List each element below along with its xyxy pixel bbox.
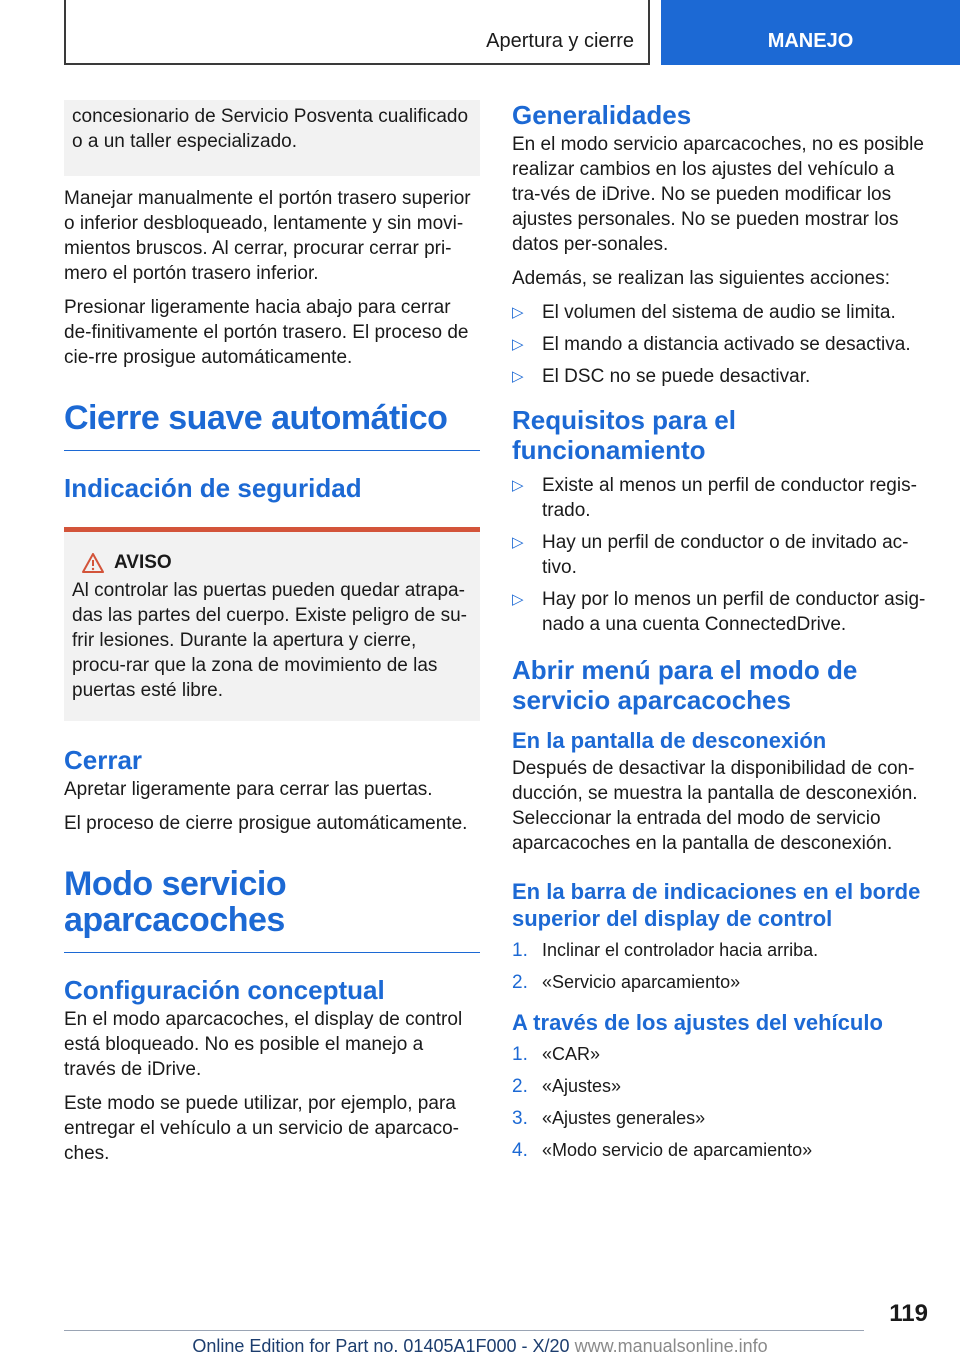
- list-item: 2. «Ajustes»: [512, 1076, 622, 1097]
- heading-safety: Indicación de seguridad: [64, 473, 362, 503]
- bullet-triangle-icon: ▷: [512, 368, 524, 385]
- warning-box: [64, 527, 480, 721]
- paragraph: Después de desactivar la disponibilidad de con-ducción, se muestra la pantalla de desconexión. Seleccionar la entrada del modo de servicio aparcacoches en la pantalla de desconexión.: [512, 758, 918, 854]
- list-item: 4. «Modo servicio de aparcamiento»: [512, 1140, 813, 1161]
- list-item: ▷ El DSC no se puede desactivar.: [512, 366, 811, 387]
- paragraph: El proceso de cierre prosigue automáticamente.: [64, 813, 468, 834]
- list-item: ▷ Hay un perfil de conductor o de invitado ac-tivo.: [512, 532, 909, 578]
- heading-close: Cerrar: [64, 745, 143, 775]
- heading-requirements: Requisitos para el funcionamiento: [512, 405, 736, 465]
- paragraph: Apretar ligeramente para cerrar las puertas.: [64, 779, 433, 800]
- paragraph: Este modo se puede utilizar, por ejemplo, para entregar el vehículo a un servicio de aparcaco-ches.: [64, 1093, 460, 1164]
- list-item: ▷ Existe al menos un perfil de conductor regis-trado.: [512, 475, 917, 521]
- list-item: 1. «CAR»: [512, 1044, 601, 1065]
- heading-shutdown-screen: En la pantalla de desconexión: [512, 728, 827, 753]
- section-title: Apertura y cierre: [486, 30, 634, 52]
- continued-box: [64, 100, 480, 176]
- page-number: 119: [889, 1300, 928, 1327]
- paragraph: Manejar manualmente el portón trasero superior o inferior desbloqueado, lentamente y sin movi-mientos bruscos. Al cerrar, procurar cerrar pri-mero el portón trasero inferior.: [64, 188, 471, 284]
- chapter-tab[interactable]: MANEJO: [661, 0, 960, 65]
- left-column: [64, 100, 480, 1175]
- paragraph: En el modo aparcacoches, el display de control está bloqueado. No es posible el manejo a través de iDrive.: [64, 1009, 463, 1080]
- heading-open-menu: Abrir menú para el modo de servicio aparcacoches: [512, 655, 858, 715]
- warning-header: [82, 552, 472, 574]
- bullet-triangle-icon: ▷: [512, 336, 524, 353]
- header-frame: [64, 0, 650, 65]
- heading-status-bar: En la barra de indicaciones en el borde superior del display de control: [512, 879, 921, 931]
- heading-general: Generalidades: [512, 100, 692, 130]
- heading-vehicle-settings: A través de los ajustes del vehículo: [512, 1010, 883, 1035]
- bullet-triangle-icon: ▷: [512, 477, 524, 494]
- footer-edition: Online Edition for Part no. 01405A1F000 - X/20 www.manualsonline.info: [192, 1336, 768, 1356]
- warning-text: Al controlar las puertas pueden quedar atrapa-das las partes del cuerpo. Existe peligro de su-frir lesiones. Durante la apertura y cierre, procu-rar que la zona de movimiento de las puertas esté libre.: [72, 580, 467, 701]
- paragraph: Presionar ligeramente hacia abajo para cerrar de-finitivamente el portón trasero. El proceso de cie-rre prosigue automáticamente.: [64, 297, 469, 368]
- warning-triangle-icon: [82, 553, 104, 573]
- list-item: 1. Inclinar el controlador hacia arriba.: [512, 940, 819, 961]
- list-item: ▷ Hay por lo menos un perfil de conductor asig-nado a una cuenta ConnectedDrive.: [512, 589, 926, 635]
- bullet-triangle-icon: ▷: [512, 591, 524, 608]
- list-item: ▷ El volumen del sistema de audio se limita.: [512, 302, 896, 323]
- heading-valet-mode: Modo servicio aparcacoches: [64, 866, 480, 953]
- status-bar-steps: [512, 938, 928, 995]
- heading-concept: Configuración conceptual: [64, 975, 385, 1005]
- continued-text: concesionario de Servicio Posventa cualificado o a un taller especializado.: [72, 106, 469, 152]
- list-item: 3. «Ajustes generales»: [512, 1108, 706, 1129]
- bullet-triangle-icon: ▷: [512, 304, 524, 321]
- watermark: www.manualsonline.info: [574, 1336, 768, 1356]
- warning-label: AVISO: [114, 552, 172, 573]
- heading-soft-close: Cierre suave automático: [64, 400, 480, 451]
- bullet-triangle-icon: ▷: [512, 534, 524, 551]
- paragraph: En el modo servicio aparcacoches, no es posible realizar cambios en los ajustes del vehículo a tra-vés de iDrive. No se pueden modificar los ajustes personales. No se pueden mostrar los datos per-sonales.: [512, 134, 924, 255]
- list-item: 2. «Servicio aparcamiento»: [512, 972, 741, 993]
- paragraph: Además, se realizan las siguientes acciones:: [512, 268, 891, 289]
- actions-list: [512, 300, 928, 389]
- footer-divider: [64, 1330, 864, 1331]
- right-column: [512, 100, 928, 1171]
- list-item: ▷ El mando a distancia activado se desactiva.: [512, 334, 911, 355]
- vehicle-settings-steps: [512, 1042, 928, 1163]
- requirements-list: [512, 473, 928, 637]
